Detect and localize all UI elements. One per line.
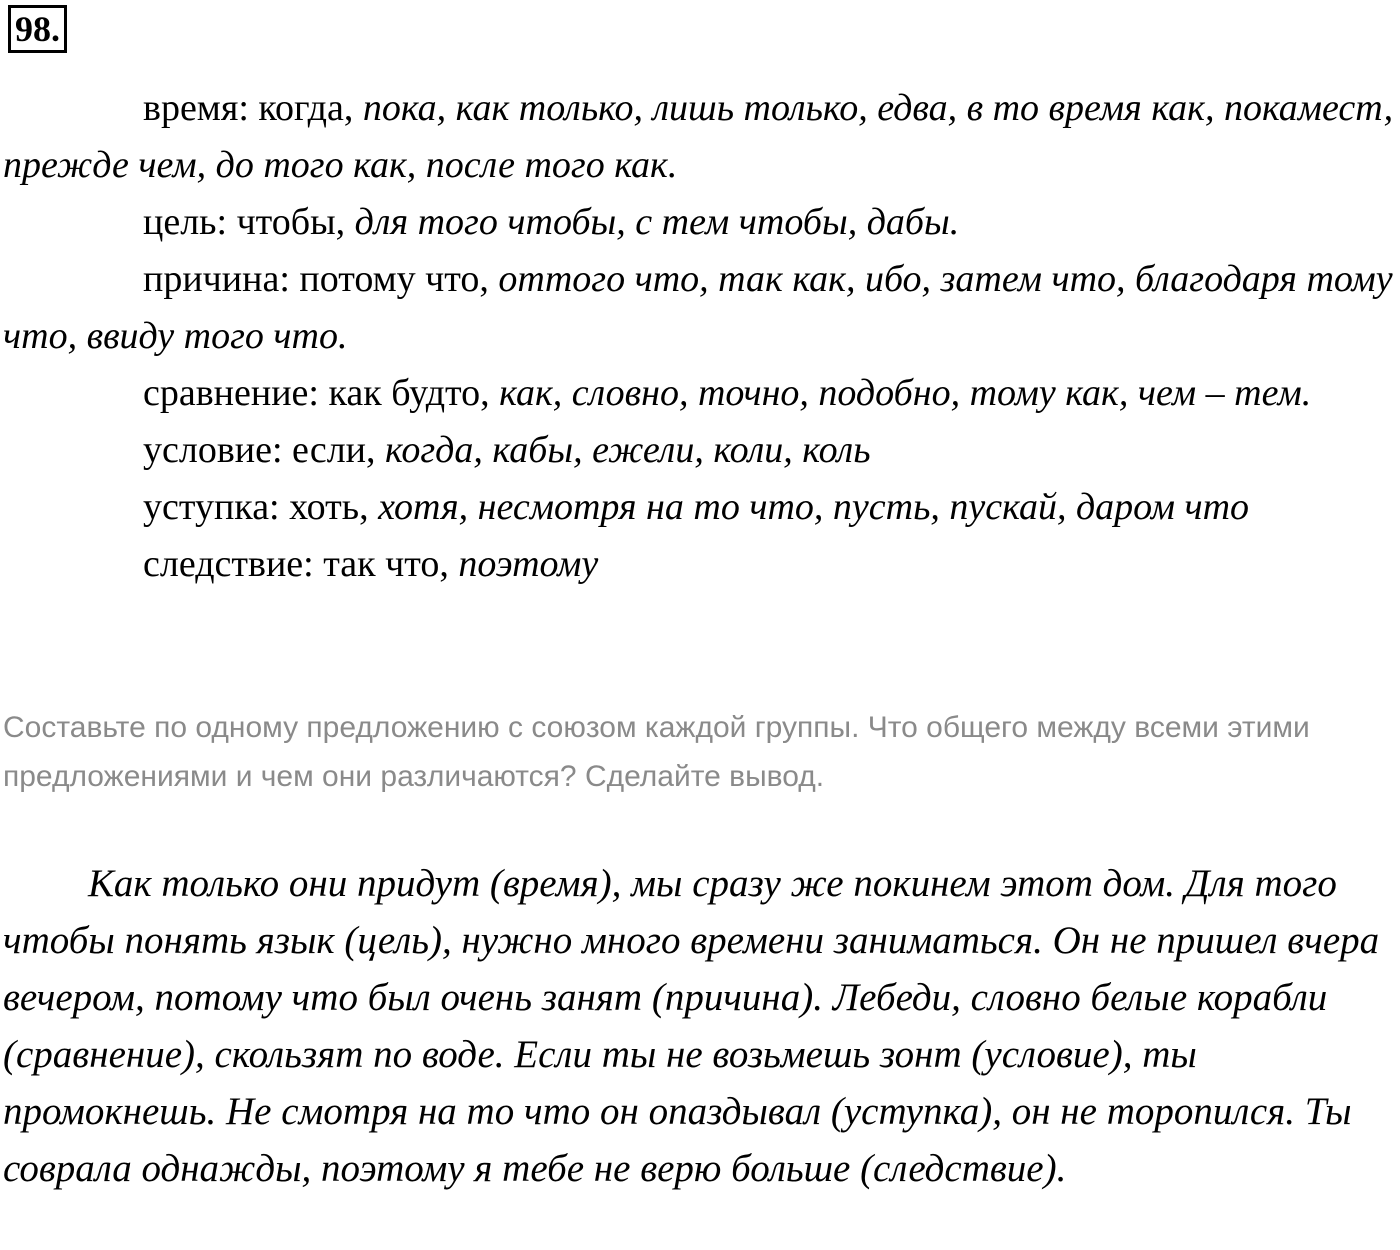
group-other-conjunctions: оттого что, так как, ибо, затем что, благодаря тому что, ввиду того что.	[3, 258, 1393, 357]
group-label: следствие:	[143, 543, 324, 585]
group-main-conjunction: хоть	[289, 486, 360, 528]
group-label: цель:	[143, 201, 237, 243]
group-label: причина:	[143, 258, 300, 300]
group-other-conjunctions: как, словно, точно, подобно, тому как, чем – тем.	[499, 372, 1312, 414]
exercise-number: 98.	[8, 5, 67, 53]
group-main-conjunction: как будто	[328, 372, 481, 414]
group-label: время:	[143, 87, 259, 129]
group-main-conjunction: потому что	[299, 258, 480, 300]
group-label: условие:	[143, 429, 293, 471]
group-main-conjunction: чтобы	[236, 201, 336, 243]
group-other-conjunctions: когда, кабы, ежели, коли, коль	[385, 429, 871, 471]
task-text: Составьте по одному предложению с союзом каждой группы. Что общего между всеми этими предложениями и чем они различаются? Сделайте вывод.	[3, 711, 1310, 793]
group-label: уступка:	[143, 486, 290, 528]
conjunction-group-cause: причина: потому что, оттого что, так как, ибо, затем что, благодаря тому что, ввиду того что.	[3, 258, 1393, 357]
group-other-conjunctions: хотя, несмотря на то что, пусть, пускай, даром что	[378, 486, 1250, 528]
conjunction-group-time: время: когда, пока, как только, лишь только, едва, в то время как, покамест, прежде чем, до того как, после того как.	[3, 87, 1394, 186]
group-other-conjunctions: для того чтобы, с тем чтобы, дабы.	[354, 201, 960, 243]
conjunction-list	[3, 80, 1398, 593]
group-label: сравнение:	[143, 372, 329, 414]
group-other-conjunctions: поэтому	[458, 543, 599, 585]
conjunction-group-condition: условие: если, когда, кабы, ежели, коли, коль	[143, 429, 871, 471]
group-main-conjunction: когда	[258, 87, 344, 129]
conjunction-group-concession: уступка: хоть, хотя, несмотря на то что, пусть, пускай, даром что	[143, 486, 1250, 528]
group-main-conjunction: так что	[323, 543, 440, 585]
group-other-conjunctions: пока, как только, лишь только, едва, в то время как, покамест, прежде чем, до того как, после того как.	[3, 87, 1394, 186]
conjunction-group-purpose: цель: чтобы, для того чтобы, с тем чтобы, дабы.	[143, 201, 960, 243]
conjunction-group-consequence: следствие: так что, поэтому	[143, 543, 599, 585]
answer-text: Как только они придут (время), мы сразу же покинем этот дом. Для того чтобы понять язык (цель), нужно много времени заниматься. Он не пришел вчера вечером, потому что был очень занят (причина). Лебеди, словно белые корабли (сравнение), скользят по воде. Если ты не возьмешь зонт (условие), ты промокнешь. Не смотря на то что он опаздывал (уступка), он не торопился. Ты соврала однажды, поэтому я тебе не верю больше (следствие).	[3, 862, 1380, 1190]
group-main-conjunction: если	[292, 429, 367, 471]
conjunction-group-comparison: сравнение: как будто, как, словно, точно, подобно, тому как, чем – тем.	[143, 372, 1312, 414]
